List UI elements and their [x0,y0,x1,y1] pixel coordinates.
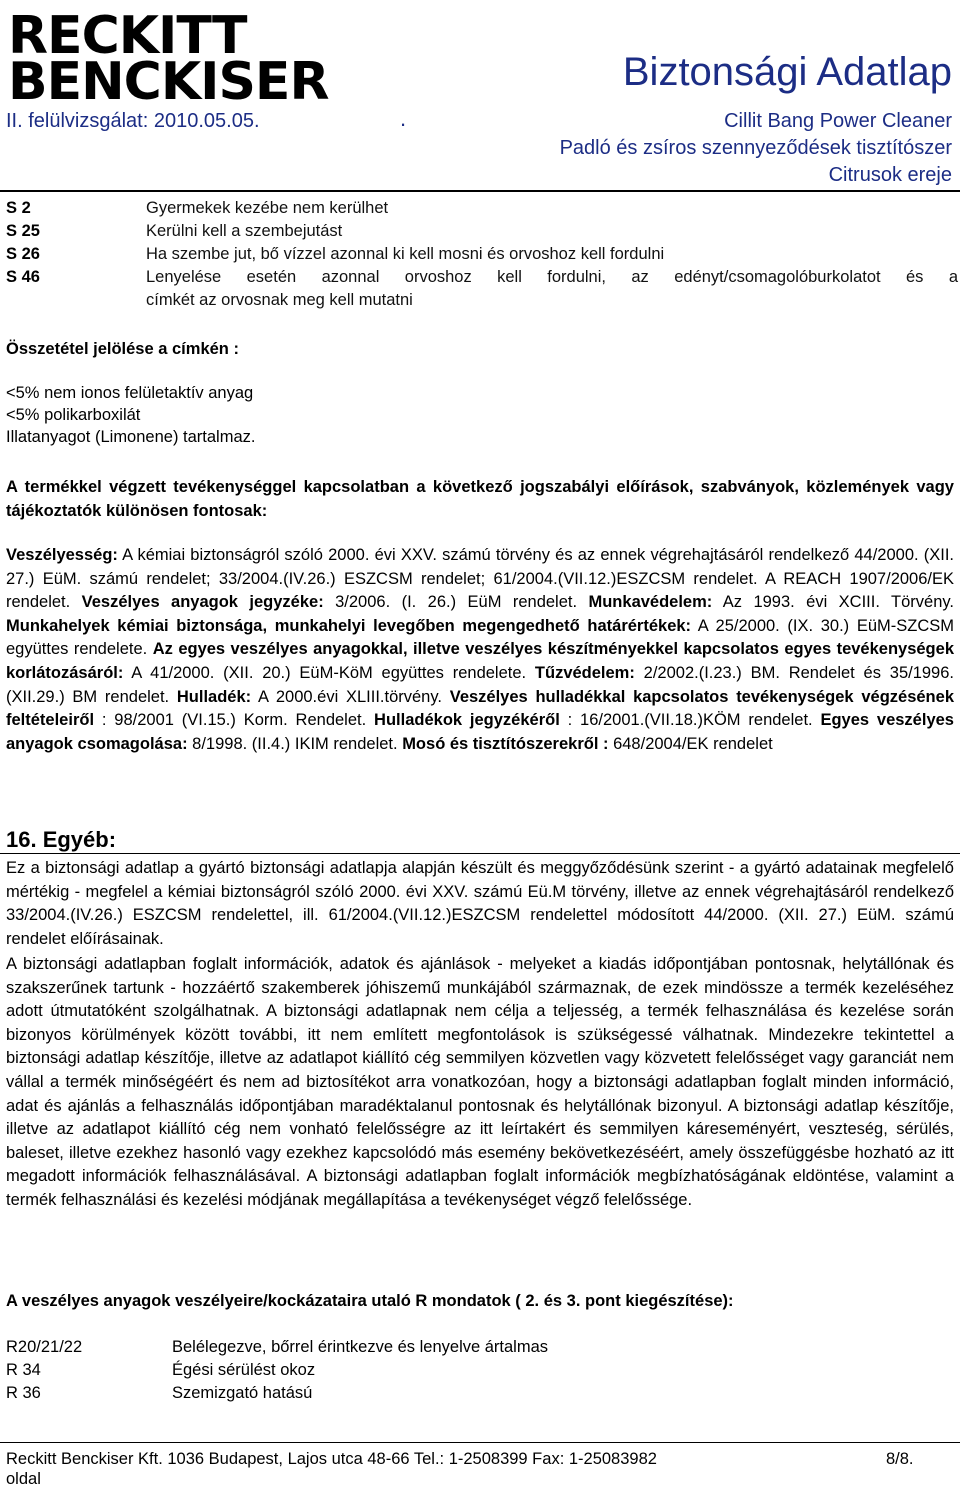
law-label: Munkahelyek kémiai biztonsága, munkahelyi levegőben megengedhető határértékek: [6,616,692,635]
composition-line: Illatanyagot (Limonene) tartalmaz. [6,428,256,446]
law-label: Mosó és tisztítószerekről : [402,734,609,753]
law-text: : 98/2001 (VI.15.) Korm. Rendelet. [94,711,375,730]
company-logo [8,6,329,112]
s-phrase-text: Lenyelése esetén azonnal orvoshoz kell fordulni, az edényt/csomagolóburkolatot és a [146,268,958,286]
footer-page-word: oldal [6,1470,41,1488]
r-phrases-heading: A veszélyes anyagok veszélyeire/kockázataira utaló R mondatok ( 2. és 3. pont kiegészítése): [6,1292,734,1310]
revision-date: II. felülvizsgálat: 2010.05.05. [6,110,260,132]
law-text: 3/2006. (I. 26.) EüM rendelet. [323,593,589,612]
s-phrase-text-continued: címkét az orvosnak meg kell mutatni [146,291,413,309]
composition-line: <5% nem ionos felületaktív anyag [6,384,254,402]
law-label: Veszélyesség: [6,546,118,564]
header-separator: . [400,106,407,131]
section-divider [0,853,960,854]
law-label: Hulladékok jegyzékéről [374,711,560,730]
s-phrase-code: S 2 [6,199,31,217]
legislation-paragraph [6,544,954,756]
product-name: Cillit Bang Power Cleaner [724,110,952,132]
product-description: Padló és zsíros szennyeződések tisztítószer [559,137,952,159]
s-phrase-text: Gyermekek kezébe nem kerülhet [146,199,389,217]
law-text: A 41/2000. (XII. 20.) EüM-KöM együttes rendelete. [123,663,535,682]
law-text: A kémiai biztonságról szóló 2000. évi XXV. számú törvény és az ennek végrehajtásáról rendelkező 44/2000. (XII. 27.) EüM. számú rendelet; 33/2004.(IV.26.) ESZCSM rendelet; 61/2004.(VII.12.)ESZCSM rendelet. A REACH 1907/2006/EK rendelet. [6,546,954,612]
footer-page-number: 8/8. [886,1450,914,1468]
s-phrase-code: S 25 [6,222,40,240]
document-title: Biztonsági Adatlap [622,50,952,94]
composition-heading: Összetétel jelölése a címkén : [6,340,239,358]
r-phrase-text: Égési sérülést okoz [172,1361,316,1379]
logo-text-line2: BENCKISER [8,52,329,112]
s-phrase-code: S 46 [6,268,40,286]
law-label: Tűzvédelem: [534,663,635,682]
footer-divider [0,1442,960,1443]
r-phrase-code: R 36 [6,1384,41,1402]
law-text: 648/2004/EK rendelet [608,734,773,753]
section16-paragraph: A biztonsági adatlapban foglalt információk, adatok és ajánlások - melyeket a kiadás időpontjában pontosnak, helytállónak és szakszerűnek tartunk - hozzáértő szakemberek jóhiszemű munkájából származnak, de ezek mindössze a termék kezeléséhez adott útmutatóként szolgálhatnak. A biztonsági adatlapnak nem célja a teljesség, a termék felhasználása és kezelése során bizonyos körülmények között további, itt nem említett megfontolások is szükségessé válhatnak. Mindezekre tekintettel a biztonsági adatlap készítője, illetve az adatlapot kiállító cég semmilyen közvetlen vagy közvetett felelősséget vagy garanciát nem vállal a termék minőségéért és nem ad biztosítékot arra vonatkozóan, hogy a biztonsági adatlapban foglalt minden információ, adat és ajánlás a felhasználás időpontjában maradéktalanul pontosnak és helytállónak bizonyul. A biztonsági adatlap készítője, illetve az adatlapot kiállító cég nem vonható felelősségre az itt leírtakért és semmilyen káreseményért, veszteség, sérülés, baleset, illetve ezekhez hasonló vagy ezekhez kapcsolódó más esemény bekövetkezéséért, amely összefüggésbe hozható az itt megadott információk felhasználásával. A biztonsági adatlapban foglalt információk megbízhatóságának eldöntése, valamint a termék felhasználási és kezelési módjának megállapítása a tevékenységet végző felelőssége. [6,955,954,1209]
r-phrase-code: R 34 [6,1361,41,1379]
section16-paragraph: Ez a biztonsági adatlap a gyártó biztonsági adatlapja alapján készült és meggyőződésünk szerint - a gyártó adatainak megfelelő mértékig - megfelel a kémiai biztonságról szóló 2000. évi XXV. számú Eü.M törvény, illetve az ennek végrehajtásáról rendelkező 33/2004.(IV.26.) ESZCSM rendelettel, ill. 61/2004.(VII.12.)ESZCSM rendelettel módosított 44/2000. (XII. 27.) EüM. számú rendelet előírásainak. [6,859,954,948]
law-text: A 25/2000. (IX. 30.) EüM-SZCSM együttes rendelete. [6,616,954,659]
r-phrase-text: Szemizgató hatású [172,1384,313,1402]
section-heading: 16. Egyéb: [6,827,117,852]
s-phrase-code: S 26 [6,245,40,263]
logo-text-line1: RECKITT [8,6,247,66]
law-label: Hulladék: [176,687,252,706]
s-phrase-text: Kerülni kell a szembejutást [146,222,343,240]
law-text: A 2000.évi XLIII.törvény. [251,687,450,706]
law-label: Munkavédelem: [588,593,713,612]
legislation-intro: A termékkel végzett tevékenységgel kapcsolatban a következő jogszabályi előírások, szabványok, közlemények vagy tájékoztatók különösen fontosak: [6,478,954,520]
r-phrase-code: R20/21/22 [6,1338,83,1356]
law-text: 2/2002.(I.23.) BM. Rendelet és 35/1996.(XII.29.) BM rendelet. [6,663,954,706]
product-variant: Citrusok ereje [828,164,952,186]
law-text: 8/1998. (II.4.) IKIM rendelet. [187,734,403,753]
composition-line: <5% polikarboxilát [6,406,141,424]
law-text: Az 1993. évi XCIII. Törvény. [712,593,955,612]
header-divider [0,190,960,192]
law-text: : 16/2001.(VII.18.)KÖM rendelet. [559,711,821,730]
law-label: Az egyes veszélyes anyagokkal, illetve veszélyes készítményekkel kapcsolatos egyes tevékenységek korlátozásáról: [6,640,954,682]
law-label: Veszélyes anyagok jegyzéke: [81,593,324,612]
law-label: Veszélyes hulladékkal kapcsolatos tevékenységek végzésének feltételeiről [6,687,954,730]
r-phrase-text: Belélegezve, bőrrel érintkezve és lenyelve ártalmas [172,1338,549,1356]
footer-address: Reckitt Benckiser Kft. 1036 Budapest, Lajos utca 48-66 Tel.: 1-2508399 Fax: 1-25083982 [6,1450,657,1468]
law-label: Egyes veszélyes anyagok csomagolása: [6,711,954,753]
s-phrase-text: Ha szembe jut, bő vízzel azonnal ki kell mosni és orvoshoz kell fordulni [146,245,665,263]
